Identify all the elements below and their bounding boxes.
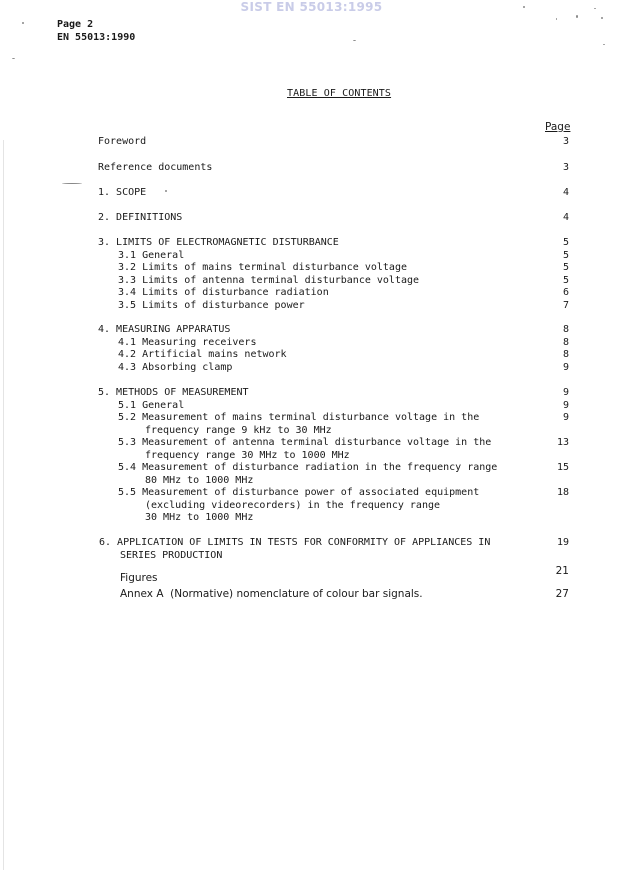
toc-entry-page: 8 [562,324,569,335]
toc-entry-page: 18 [556,487,569,498]
toc-entry-text: 2. DEFINITIONS [98,212,183,223]
toc-title: TABLE OF CONTENTS [287,88,392,99]
toc-entry-page: 5 [562,249,569,261]
toc-entry-text: Reference documents [98,162,213,173]
scan-margin-line [3,140,4,870]
watermark: SIST EN 55013:1995 [240,0,383,14]
toc-entry-text: 4.3 Absorbing clamp [118,361,233,373]
toc-entry-text: 5.2 Measurement of mains terminal disturbance voltage in the [118,412,480,423]
toc-entry-text: SERIES PRODUCTION [120,549,223,561]
toc-entry-page: 9 [562,387,569,398]
scan-speck [601,17,603,19]
header-page-label: Page 2 [57,19,94,30]
scan-speck [523,6,525,8]
toc-entry-text: 3.5 Limits of disturbance power [118,299,305,311]
toc-entry-page: 15 [556,462,569,473]
toc-entry-text: 5.3 Measurement of antenna terminal disturbance voltage in the [118,437,492,448]
toc-entry-text: 6. APPLICATION OF LIMITS IN TESTS FOR CONFORMITY OF APPLIANCES IN [99,537,491,548]
toc-entry-page: 9 [562,361,569,373]
toc-entry-page: 9 [562,412,569,423]
toc-entry-text: Foreword [98,136,147,147]
toc-entry-page: 3 [562,162,569,173]
toc-entry-text: 3.1 General [118,249,185,261]
scan-speck [556,18,557,20]
toc-entry-text: frequency range 30 MHz to 1000 MHz [145,449,350,461]
toc-entry-text: 30 MHz to 1000 MHz [145,512,254,523]
toc-entry-text: 5. METHODS OF MEASUREMENT [98,387,249,398]
toc-entry-page: 8 [562,336,569,348]
toc-entry-page: 5 [562,274,569,286]
toc-entry-page: 4 [562,212,569,223]
toc-entry-page: 21 [555,565,569,577]
scan-speck [12,58,15,59]
toc-entry-page: 8 [562,349,569,360]
scan-speck [353,40,356,41]
toc-entry-text: 5.4 Measurement of disturbance radiation in the frequency range [118,462,498,473]
toc-entry-page: 19 [556,537,569,548]
toc-entry-page: 7 [562,299,569,311]
toc-entry-page: 5 [562,237,569,248]
toc-entry-text: 3. LIMITS OF ELECTROMAGNETIC DISTURBANCE [98,237,339,248]
toc-entry-page: 6 [562,287,569,298]
toc-entry-text: Annex A (Normative) nomenclature of colour bar signals. [120,588,423,600]
toc-entry-text: Figures [120,572,158,584]
toc-entry-text: (excluding videorecorders) in the frequency range [145,499,441,511]
toc-entry-text: 4.2 Artificial mains network [118,349,287,360]
scan-speck [62,183,82,184]
toc-entry-text: 1. SCOPE [98,187,147,198]
toc-entry-page: 5 [562,262,569,273]
toc-entry-page: 9 [562,399,569,411]
toc-entry-page: 13 [556,437,569,448]
toc-entry-text: 4.1 Measuring receivers [118,336,257,348]
toc-entry-text: 3.2 Limits of mains terminal disturbance voltage [118,262,407,273]
scan-speck [603,44,605,45]
toc-entry-text: 80 MHz to 1000 MHz [145,474,254,486]
scan-speck [165,190,167,192]
toc-entry-page: 27 [555,588,569,600]
toc-entry-text: 5.1 General [118,399,185,411]
toc-entry-page: 4 [562,187,569,198]
toc-entry-text: 3.3 Limits of antenna terminal disturbance voltage [118,274,420,286]
header-doc-id: EN 55013:1990 [57,32,136,43]
scan-speck [576,15,578,18]
toc-entry-text: frequency range 9 kHz to 30 MHz [145,424,332,436]
toc-entry-text: 5.5 Measurement of disturbance power of associated equipment [118,487,480,498]
scan-speck [594,8,596,9]
toc-entry-text: 4. MEASURING APPARATUS [98,324,231,335]
toc-entry-text: 3.4 Limits of disturbance radiation [118,287,329,298]
toc-page-column-header: Page [545,121,571,133]
toc-entry-page: 3 [562,136,569,147]
scan-speck [22,22,24,24]
